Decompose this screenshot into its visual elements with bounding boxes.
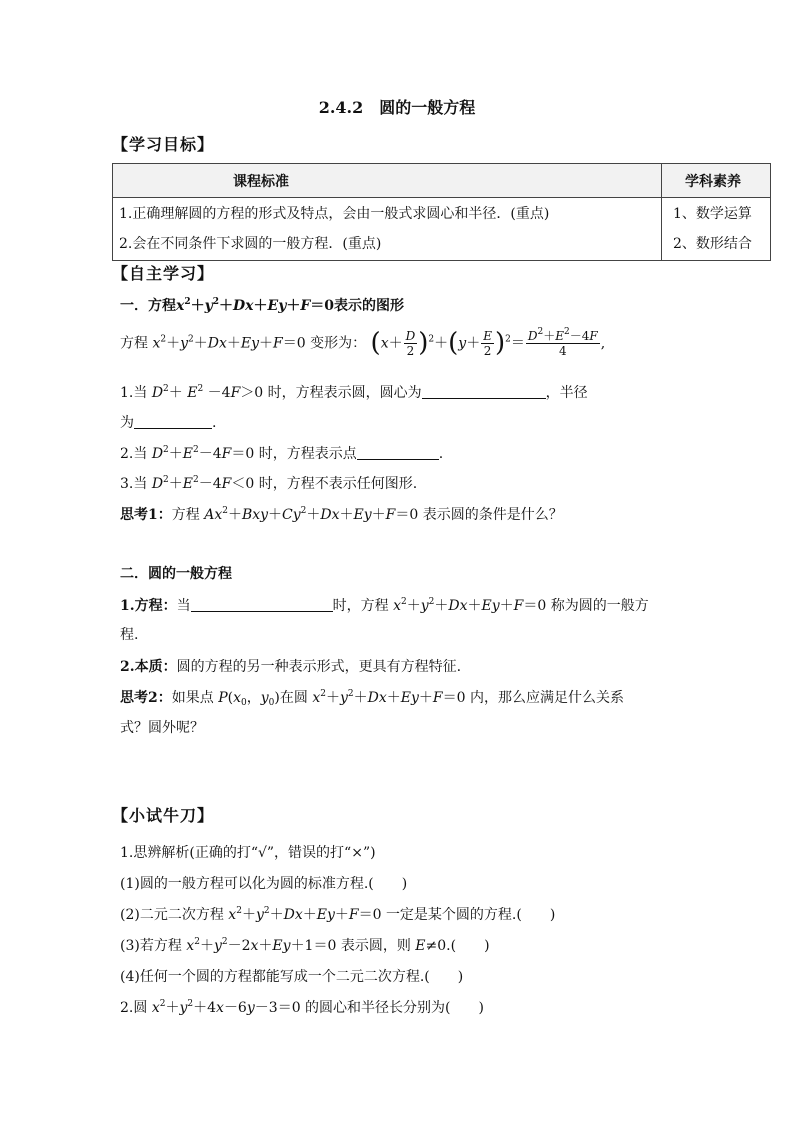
practice-q1-2: (2)二元二次方程 $x^2+y^2+Dx+Ey+F=0$ 一定是某个圆的方程.( ) (120, 906, 556, 923)
practice-q1-intro: 1.思辨解析(正确的打“√”，错误的打“×”) (120, 845, 376, 861)
part1-transform: 方程 $x^2+y^2+Dx+Ey+F=0$ 变形为： (x＋ $\frac{D}{2}$ )$^2$＋(y＋ $\frac{E}{2}$ )$^2$＝ $\frac{D^2+E^2-4F}{4}$ , (120, 327, 606, 359)
part1-item1-cont: 为 . (120, 415, 217, 431)
part1-item2: 2.当 $D^2+E^2-4F=0$ 时，方程表示点 . (120, 445, 444, 462)
goals-table (112, 163, 771, 261)
part1-heading: 一．方程$x^2+y^2+Dx+Ey+F=0$表示的图形 (120, 297, 405, 314)
table-row-1-left: 1.正确理解圆的方程的形式及特点，会由一般式求圆心和半径．(重点) (119, 206, 550, 222)
blank-condition[interactable] (191, 597, 333, 612)
part2-heading: 二．圆的一般方程 (120, 566, 232, 582)
part2-think2: 思考2：如果点 $P(x_0$，$y_0$)在圆 $x^2+y^2+Dx+Ey+F=0$ 内，那么应满足什么关系 (120, 689, 624, 708)
page-title: 2.4.2 圆的一般方程 (318, 98, 476, 117)
practice-q1-3: (3)若方程 $x^2+y^2-2x+Ey+1=0$ 表示圆，则 E≠0.( ) (120, 937, 490, 954)
table-row-2-left: 2.会在不同条件下求圆的一般方程．(重点) (119, 236, 382, 252)
table-header-left: 课程标准 (233, 174, 289, 190)
table-row-2-right: 2、数形结合 (673, 236, 752, 252)
blank-radius[interactable] (134, 414, 212, 429)
part2-item1: 1.方程：当 时，方程 $x^2+y^2+Dx+Ey+F=0$ 称为圆的一般方 (120, 597, 649, 614)
practice-q1-1: (1)圆的一般方程可以化为圆的标准方程.( ) (120, 876, 408, 892)
part2-item2: 2.本质：圆的方程的另一种表示形式，更具有方程特征. (120, 659, 462, 675)
table-row-1-right: 1、数学运算 (673, 206, 752, 222)
part2-item1-cont: 程. (120, 627, 139, 643)
table-header-right: 学科素养 (685, 174, 741, 190)
part1-think1: 思考1：方程 $Ax^2+Bxy+Cy^2+Dx+Ey+F=0$ 表示圆的条件是什么？ (120, 506, 563, 523)
practice-q1-4: (4)任何一个圆的方程都能写成一个二元二次方程.( ) (120, 969, 464, 985)
section-self-study: 【自主学习】 (112, 264, 215, 283)
blank-point[interactable] (357, 445, 439, 460)
section-practice: 【小试牛刀】 (112, 806, 215, 825)
table-divider (661, 164, 662, 260)
blank-center[interactable] (422, 384, 546, 399)
table-header (113, 164, 770, 198)
part1-item1: 1.当 $D^2+ E^2 -4F>0$ 时，方程表示圆，圆心为 ，半径 (120, 384, 588, 401)
part2-think2-cont: 式？圆外呢？ (120, 720, 204, 736)
part1-item3: 3.当 $D^2+E^2-4F<0$ 时，方程不表示任何图形. (120, 475, 418, 492)
practice-q2: 2.圆 $x^2+y^2+4x-6y-3=0$ 的圆心和半径长分别为( ) (120, 999, 484, 1016)
section-goals: 【学习目标】 (112, 135, 215, 154)
